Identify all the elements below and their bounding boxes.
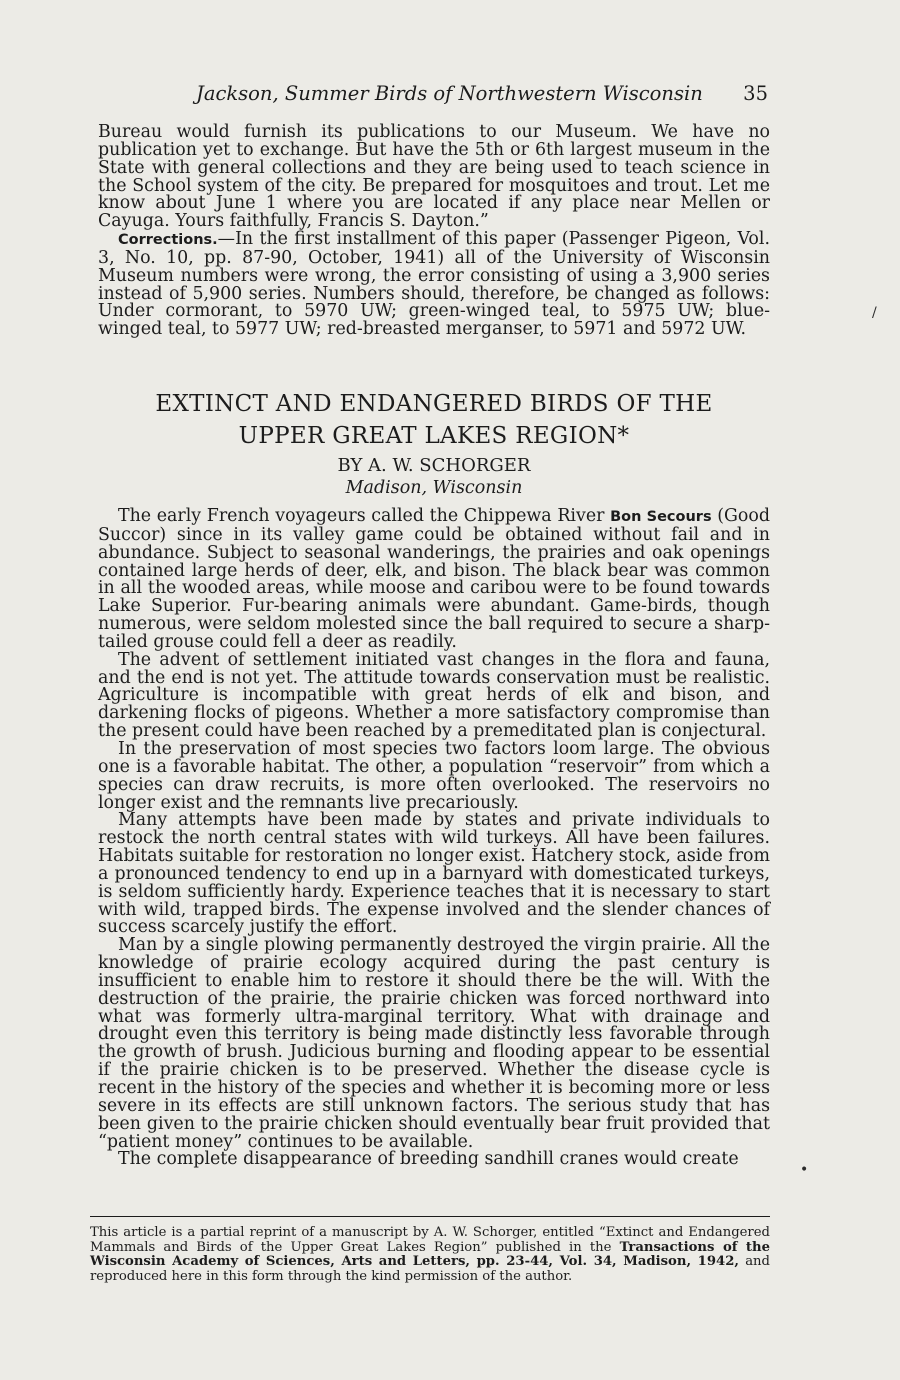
article-paragraph-1 bbox=[98, 508, 770, 652]
corrections-text: —In the first installment of this paper (Passenger Pigeon, Vol. 3, No. 10, pp. 87-90, October, 1941) all of the University of Wisconsin Museum numbers were wrong, the error consisting of using a 3,900 series instead of 5,900 series. Numbers should, therefore, be changed as follows: Under cormorant, to 5970 UW; green-winged teal, to 5975 UW; blue-winged teal, to 5977 UW; red-breasted merganser, to 5971 and 5972 UW. bbox=[98, 229, 770, 340]
running-head bbox=[196, 82, 770, 108]
margin-mark: / bbox=[872, 305, 877, 321]
article-paragraph-5: Man by a single plowing permanently destroyed the virgin prairie. All the knowledge of prairie ecology acquired during the past century is insufficient to enable him to restore it should there be the will. With the destruction of the prairie, the prairie chicken was forced northward into what was formerly ultra-marginal territory. What with drainage and drought even this territory is being made distinctly less favorable through the growth of brush. Judicious burning and flooding appear to be essential if the prairie chicken is to be preserved. Whether the disease cycle is recent in the history of the species and whether it is becoming more or less severe in its effects are still unknown factors. The serious study that has been given to the prairie chicken should eventually bear fruit provided that “patient money” continues to be available. bbox=[98, 935, 770, 1152]
article-paragraph-3: In the preservation of most species two factors loom large. The obvious one is a favorable habitat. The other, a population “reservoir” from which a species can draw recruits, is more often overlooked. The reservoirs no longer exist and the remnants live precariously. bbox=[98, 738, 770, 813]
footnote-rule bbox=[90, 1216, 770, 1217]
footnote-text-a: This article is a partial reprint of a manuscript by A. W. Schorger, entitled “Extinct and Endangered Mammals and Birds of the Upper Great Lakes Region” published in the bbox=[90, 1225, 770, 1255]
footnote bbox=[90, 1226, 770, 1284]
p1-text-b: (Good Succor) since in its valley game could be obtained without fail and in abundance. Subject to seasonal wanderings, the prairies and oak openings contained large herds of deer, elk, and bison. The black bear was common in all the wooded areas, while moose and caribou were to be found towards Lake Superior. Fur-bearing animals were abundant. Game-birds, though numerous, were seldom molested since the ball required to secure a sharp-tailed grouse could fell a deer as readily. bbox=[98, 506, 771, 652]
article-paragraph-6: The complete disappearance of breeding sandhill cranes would create bbox=[118, 1149, 739, 1170]
article-paragraph-2: The advent of settlement initiated vast changes in the flora and fauna, and the end is not yet. The attitude towards conservation must be realistic. Agriculture is incompatible with great herds of elk and bison, and darkening flocks of pigeons. Whether a more satisfactory compromise than the present could have been reached by a premeditated plan is conjectural. bbox=[98, 649, 770, 742]
letter-section bbox=[98, 124, 770, 339]
article-body bbox=[98, 508, 770, 1169]
letter-continuation: Bureau would furnish its publications to our Museum. We have no publication yet to exchange. But have the 5th or 6th largest museum in the State with general collections and they are being used to teach science in the School system of the city. Be prepared for mosquitoes and trout. Let me know about June 1 where you are located if any place near Mellen or Cayuga. Yours faithfully, Francis S. Dayton.” bbox=[98, 122, 770, 232]
margin-dot: • bbox=[800, 1162, 809, 1178]
article-title-line-1: EXTINCT AND ENDANGERED BIRDS OF THE bbox=[155, 391, 713, 417]
article-heading bbox=[98, 388, 770, 499]
footnote-citation: Transactions of the Wisconsin Academy of Sciences, Arts and Letters, pp. 23-44, Vol. 34, Madison, 1942, bbox=[90, 1239, 770, 1270]
running-head-title: Jackson, Summer Birds of Northwestern Wisconsin bbox=[196, 82, 703, 105]
p1-text-a: The early French voyageurs called the Chippewa River bbox=[118, 506, 611, 526]
corrections-label: Corrections. bbox=[118, 232, 218, 249]
article-paragraph-4: Many attempts have been made by states and private individuals to restock the north central states with wild turkeys. All have been failures. Habitats suitable for restoration no longer exist. Hatchery stock, aside from a pronounced tendency to end up in a barnyard with domesticated turkeys, is seldom sufficiently hardy. Experience teaches that it is necessary to start with wild, trapped birds. The expense involved and the slender chances of success scarcely justify the effort. bbox=[98, 810, 770, 938]
p1-bold-term: Bon Secours bbox=[610, 509, 712, 525]
article-affiliation: Madison, Wisconsin bbox=[345, 478, 523, 498]
corrections-paragraph bbox=[98, 231, 770, 339]
article-byline: BY A. W. SCHORGER bbox=[337, 455, 531, 476]
footnote-text-b: and reproduced here in this form through the kind permission of the author. bbox=[90, 1254, 770, 1284]
page-number: 35 bbox=[743, 82, 768, 105]
article-title-line-2: UPPER GREAT LAKES REGION* bbox=[238, 423, 630, 449]
